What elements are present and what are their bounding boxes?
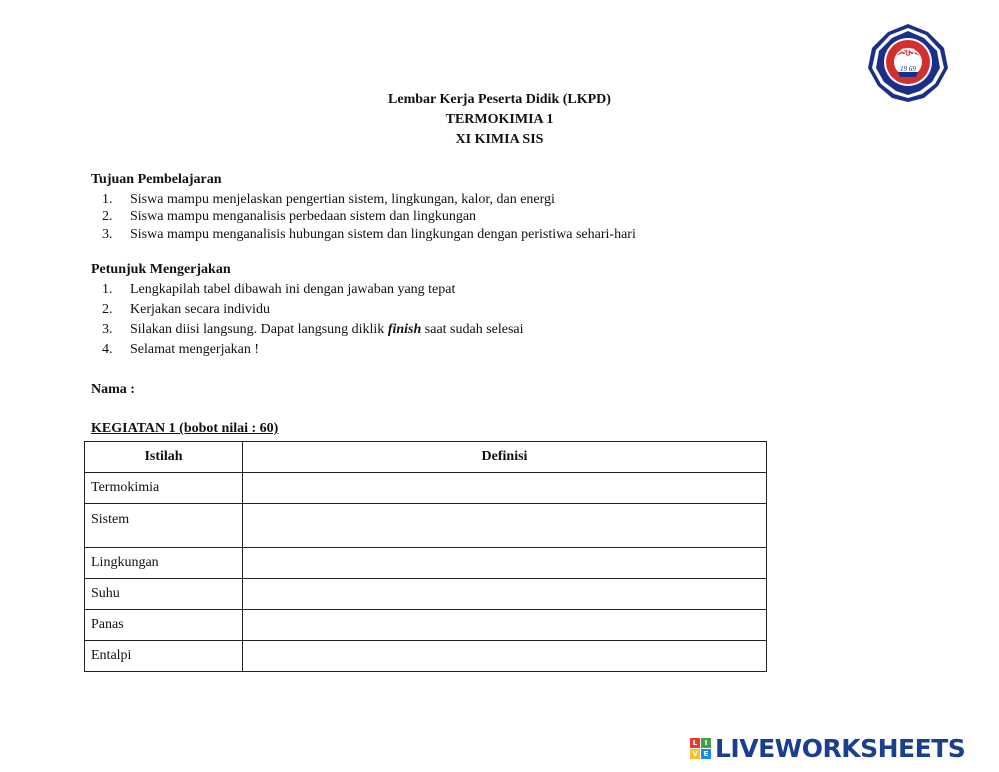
nama-label: Nama : [91,382,135,397]
istilah-cell: Entalpi [85,641,243,672]
petunjuk-title: Petunjuk Mengerjakan [91,262,231,277]
istilah-cell: Panas [85,610,243,641]
tujuan-item [102,227,636,243]
liveworksheets-logo [690,730,965,766]
liveworksheets-text: LIVEWORKSHEETS [715,733,966,763]
definisi-input[interactable] [243,504,767,548]
definisi-input[interactable] [243,610,767,641]
list-text: Siswa mampu menganalisis perbedaan sistem dan lingkungan [130,209,477,224]
list-text: Siswa mampu menjelaskan pengertian sistem, lingkungan, kalor, dan energi [130,192,555,207]
list-text: Lengkapilah tabel dibawah ini dengan jawaban yang tepat [130,282,456,297]
table-header-row [85,442,767,473]
table-row [85,548,767,579]
page-title: Lembar Kerja Peserta Didik (LKPD) [388,92,611,107]
tujuan-item [102,192,555,208]
istilah-cell: Lingkungan [85,548,243,579]
list-number: 1. [102,192,113,207]
list-text: Selamat mengerjakan ! [130,342,260,357]
petunjuk-item [102,282,455,298]
list-number: 2. [102,209,113,224]
finish-emphasis: finish [387,322,422,337]
definisi-input[interactable] [243,473,767,504]
list-text: Siswa mampu menganalisis hubungan sistem dan lingkungan dengan peristiwa sehari-hari [130,227,636,242]
logo-year: 19 69 [900,65,916,73]
definisi-input[interactable] [243,579,767,610]
petunjuk-item [102,322,524,338]
tujuan-title: Tujuan Pembelajaran [91,172,222,187]
list-number: 2. [102,302,113,317]
brand-icon-letter: E [701,749,711,759]
istilah-header: Istilah [85,442,243,473]
definisi-input[interactable] [243,641,767,672]
petunjuk-item [102,342,259,358]
brand-icon-letter: I [701,738,711,748]
kegiatan-table [84,441,767,672]
istilah-cell: Sistem [85,504,243,548]
table-row [85,504,767,548]
class-name: XI KIMIA SIS [455,132,544,147]
list-text: saat sudah selesai [421,322,524,337]
table-row [85,579,767,610]
list-text: Silakan diisi langsung. Dapat langsung diklik [130,322,388,337]
logo-text: SIS [900,47,916,57]
petunjuk-item [102,302,270,318]
brand-icon-letter: V [690,749,700,759]
list-number: 4. [102,342,113,357]
kegiatan-title: KEGIATAN 1 (bobot nilai : 60) [91,421,279,436]
table-row [85,641,767,672]
list-number: 1. [102,282,113,297]
table-row [85,610,767,641]
list-number: 3. [102,322,113,337]
definisi-header: Definisi [243,442,767,473]
istilah-cell: Suhu [85,579,243,610]
list-text: Kerjakan secara individu [130,302,270,317]
table-row [85,473,767,504]
brand-icon-letter: L [690,738,700,748]
page-subtitle: TERMOKIMIA 1 [445,112,554,127]
school-logo [866,22,950,102]
istilah-cell: Termokimia [85,473,243,504]
list-number: 3. [102,227,113,242]
definisi-input[interactable] [243,548,767,579]
liveworksheets-icon [690,738,711,759]
tujuan-item [102,209,476,225]
